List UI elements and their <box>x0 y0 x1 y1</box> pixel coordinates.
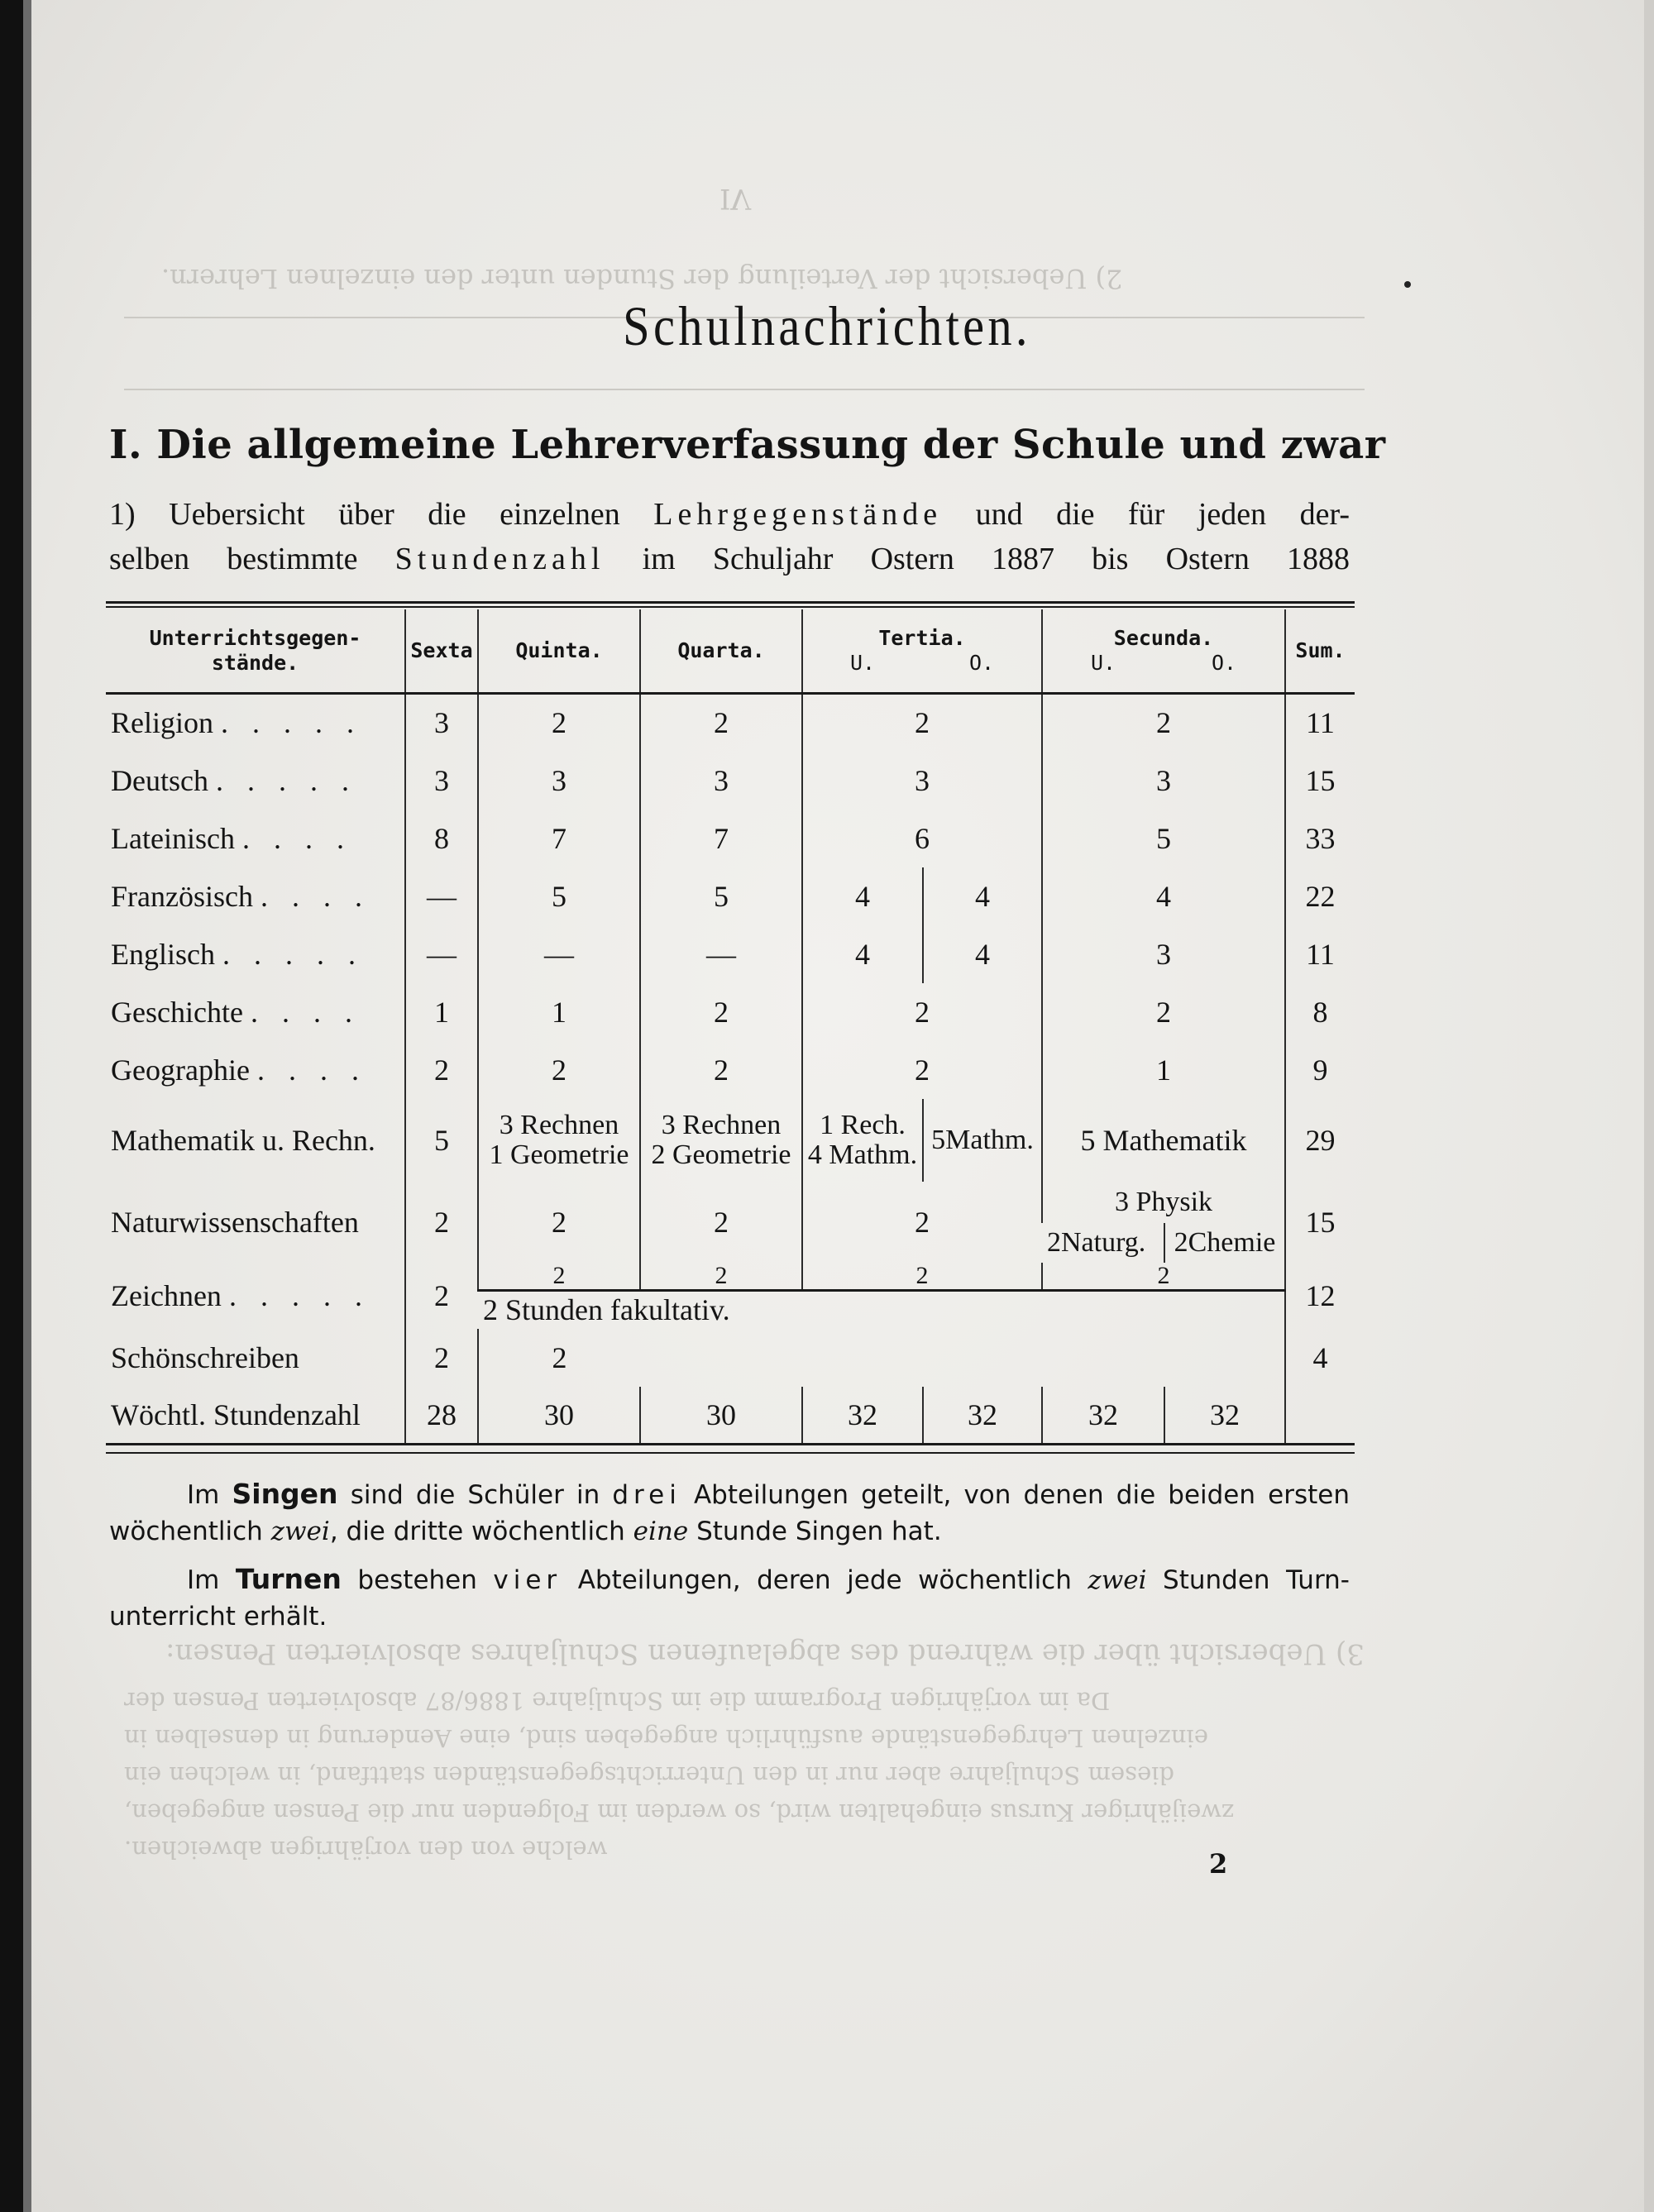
sum-cell: 11 <box>1285 925 1355 983</box>
tertia-cell: 2 <box>802 1041 1042 1099</box>
secunda-cell: 2 <box>1042 694 1285 752</box>
tertia-cell: 3 <box>802 752 1042 810</box>
tertia-cell <box>802 1329 1042 1387</box>
binding-shadow <box>0 0 23 2212</box>
quinta-cell: 5 <box>478 867 640 925</box>
tertia-o-cell: 5Mathm. <box>923 1099 1042 1182</box>
sum-cell: 15 <box>1285 1182 1355 1263</box>
sexta-cell: 1 <box>405 983 478 1041</box>
sexta-cell: 3 <box>405 752 478 810</box>
page-edge <box>1644 0 1654 2212</box>
secunda-cell: 2 <box>1042 1263 1285 1291</box>
secunda-u-cell: 32 <box>1042 1387 1164 1445</box>
notes <box>109 1476 1350 1646</box>
header-secunda-o: O. <box>1211 651 1237 675</box>
binding-edge <box>23 0 31 2212</box>
header-sum: Sum. <box>1285 609 1355 694</box>
table-top-rule <box>106 606 1355 608</box>
section-heading: I. Die allgemeine Lehrerverfassung der Schule und zwar <box>109 422 1386 468</box>
quarta-cell: 2 <box>640 1263 802 1291</box>
ink-speck <box>1404 281 1411 288</box>
page-number: 2 <box>1209 1848 1228 1880</box>
secunda-u-cell: 2Naturg. <box>1047 1226 1146 1258</box>
quinta-cell: 2 <box>478 694 640 752</box>
sum-cell: 4 <box>1285 1329 1355 1387</box>
quarta-cell: 2 <box>640 1041 802 1099</box>
tertia-o-cell: 4 <box>923 925 1042 983</box>
quarta-cell: 2 <box>640 694 802 752</box>
quinta-cell: 2 <box>478 1329 640 1387</box>
quarta-cell: 7 <box>640 810 802 867</box>
quarta-cell <box>640 1329 802 1387</box>
table-row <box>106 752 1355 810</box>
quinta-cell: 7 <box>478 810 640 867</box>
subject-cell: Lateinisch . . . . <box>111 821 352 855</box>
tertia-u-cell: 4 <box>802 925 923 983</box>
intro-paragraph <box>109 492 1350 581</box>
subject-cell: Zeichnen . . . . . <box>111 1278 370 1312</box>
secunda-cell: 5 Mathematik <box>1042 1099 1285 1182</box>
tertia-cell: 2 <box>802 694 1042 752</box>
sexta-cell: 5 <box>405 1099 478 1182</box>
bleed-through-text: welche von den vorjährigen abweichen. <box>124 1836 608 1864</box>
tertia-cell: 2 <box>802 1263 1042 1291</box>
bleed-through-text: einzelnen Lehrgegenstände ausführlich angegeben sind, eine Aenderung in denselben in <box>124 1724 1208 1752</box>
header-secunda-u: U. <box>1090 651 1116 675</box>
table-top-rule <box>106 601 1355 604</box>
quinta-cell: 2 <box>478 1182 640 1263</box>
tertia-cell: 6 <box>802 810 1042 867</box>
subject-cell: Geographie . . . . <box>111 1053 367 1087</box>
sum-cell: 33 <box>1285 810 1355 867</box>
turnen-note: Im Turnen bestehen vier Abteilungen, deren jede wöchentlich zwei Stunden Turn-unterricht erhält. <box>109 1563 1350 1632</box>
secunda-cell: 5 <box>1042 810 1285 867</box>
secunda-cell: 4 <box>1042 867 1285 925</box>
quarta-cell: 3 <box>640 752 802 810</box>
subject-cell: Schönschreiben <box>111 1340 299 1374</box>
sum-cell: 11 <box>1285 694 1355 752</box>
intro-line-2: selben bestimmte Stundenzahl im Schuljahr Ostern 1887 bis Ostern 1888 <box>109 542 1350 576</box>
tertia-o-cell: 4 <box>923 867 1042 925</box>
table-row <box>106 1182 1355 1223</box>
intro-line-1: 1) Uebersicht über die einzelnen Lehrgegenstände und die für jeden der- <box>109 497 1350 532</box>
quinta-cell: 3 Rechnen 1 Geometrie <box>478 1099 640 1182</box>
secunda-o-cell: 2Chemie <box>1164 1223 1285 1263</box>
table-row <box>106 1387 1355 1445</box>
quarta-cell: 30 <box>640 1387 802 1445</box>
table-bottom-rule <box>106 1452 1355 1454</box>
sexta-cell: 3 <box>405 694 478 752</box>
table-row <box>106 694 1355 752</box>
subject-cell: Englisch . . . . . <box>111 937 364 971</box>
bleed-through-heading: 2) Uebersicht der Verteilung der Stunden unter den einzelnen Lehrern. <box>161 263 1123 294</box>
header-quinta: Quinta. <box>478 609 640 694</box>
bleed-through-rule <box>124 389 1365 390</box>
secunda-o-cell: 32 <box>1164 1387 1285 1445</box>
sum-cell: 8 <box>1285 983 1355 1041</box>
subject-cell: Deutsch . . . . . <box>111 763 357 797</box>
header-sexta: Sexta <box>405 609 478 694</box>
page-title: Schulnachrichten. <box>623 294 1031 357</box>
table-row <box>106 867 1355 925</box>
subject-cell: Französisch . . . . <box>111 879 370 913</box>
sum-cell: 12 <box>1285 1263 1355 1329</box>
header-tertia: Tertia. U. O. <box>802 609 1042 694</box>
bleed-through-page-number: IV <box>719 182 751 215</box>
tertia-u-cell: 1 Rech. 4 Mathm. <box>802 1099 923 1182</box>
bleed-through-text: Da im vorjährigen Programm die im Schuljahre 1886/87 absolvierten Pensen der <box>124 1687 1111 1715</box>
sexta-cell: 8 <box>405 810 478 867</box>
table-row <box>106 1329 1355 1387</box>
secunda-cell: 3 <box>1042 925 1285 983</box>
subject-cell: Naturwissenschaften <box>111 1205 359 1239</box>
secunda-cell: 2 <box>1042 983 1285 1041</box>
table-row <box>106 1041 1355 1099</box>
sum-cell <box>1285 1387 1355 1445</box>
header-quarta: Quarta. <box>640 609 802 694</box>
table-row <box>106 810 1355 867</box>
quinta-cell: 3 <box>478 752 640 810</box>
quinta-cell: — <box>478 925 640 983</box>
sexta-cell: 2 <box>405 1182 478 1263</box>
bleed-through-text: diesem Schuljahre aber nur in den Unterrichtsgegenständen stattfand, in welchen ein <box>124 1761 1175 1789</box>
quinta-cell: 30 <box>478 1387 640 1445</box>
sexta-cell: — <box>405 867 478 925</box>
tertia-cell: 2 <box>802 1182 1042 1263</box>
subject-cell: Wöchtl. Stundenzahl <box>106 1387 405 1445</box>
header-tertia-o: O. <box>968 651 995 675</box>
tertia-u-cell: 32 <box>802 1387 923 1445</box>
header-tertia-u: U. <box>849 651 876 675</box>
fakultativ-cell: 2 Stunden fakultativ. <box>478 1291 1285 1329</box>
tertia-u-cell: 4 <box>802 867 923 925</box>
sum-cell: 9 <box>1285 1041 1355 1099</box>
table-row <box>106 1263 1355 1291</box>
secunda-cell <box>1042 1329 1285 1387</box>
sum-cell: 22 <box>1285 867 1355 925</box>
quarta-cell: 2 <box>640 1182 802 1263</box>
quarta-cell: 2 <box>640 983 802 1041</box>
sexta-cell: 2 <box>405 1329 478 1387</box>
quinta-cell: 2 <box>478 1041 640 1099</box>
header-secunda: Secunda. U. O. <box>1042 609 1285 694</box>
sexta-cell: — <box>405 925 478 983</box>
bleed-through-heading: 3) Uebersicht über die während des abgelaufenen Schuljahres absolvierten Pensen: <box>165 1637 1365 1670</box>
sexta-cell: 2 <box>405 1041 478 1099</box>
subject-cell: Religion . . . . . <box>111 706 362 740</box>
secunda-cell: 3 <box>1042 752 1285 810</box>
subject-cell: Mathematik u. Rechn. <box>111 1123 375 1157</box>
quinta-cell: 2 <box>478 1263 640 1291</box>
sum-cell: 15 <box>1285 752 1355 810</box>
singen-note: Im Singen sind die Schüler in drei Abteilungen geteilt, von denen die beiden ersten wöchentlich zwei, die dritte wöchentlich eine Stunde Singen hat. <box>109 1478 1350 1546</box>
bleed-through-text: zweijähriger Kursus eingehalten wird, so werden im Folgenden nur die Pensen angegeben, <box>124 1799 1235 1827</box>
tertia-o-cell: 32 <box>923 1387 1042 1445</box>
header-subject: Unterrichtsgegen-stände. <box>106 609 405 694</box>
subject-cell: Geschichte . . . . <box>111 995 361 1029</box>
sum-cell: 29 <box>1285 1099 1355 1182</box>
table-row <box>106 983 1355 1041</box>
tertia-cell: 2 <box>802 983 1042 1041</box>
table-row <box>106 1099 1355 1182</box>
quarta-cell: — <box>640 925 802 983</box>
secunda-physik-cell: 3 Physik <box>1042 1182 1285 1223</box>
quinta-cell: 1 <box>478 983 640 1041</box>
sexta-cell: 28 <box>405 1387 478 1445</box>
sexta-cell: 2 <box>405 1263 478 1329</box>
quarta-cell: 5 <box>640 867 802 925</box>
secunda-cell: 1 <box>1042 1041 1285 1099</box>
quarta-cell: 3 Rechnen 2 Geometrie <box>640 1099 802 1182</box>
table-row <box>106 925 1355 983</box>
